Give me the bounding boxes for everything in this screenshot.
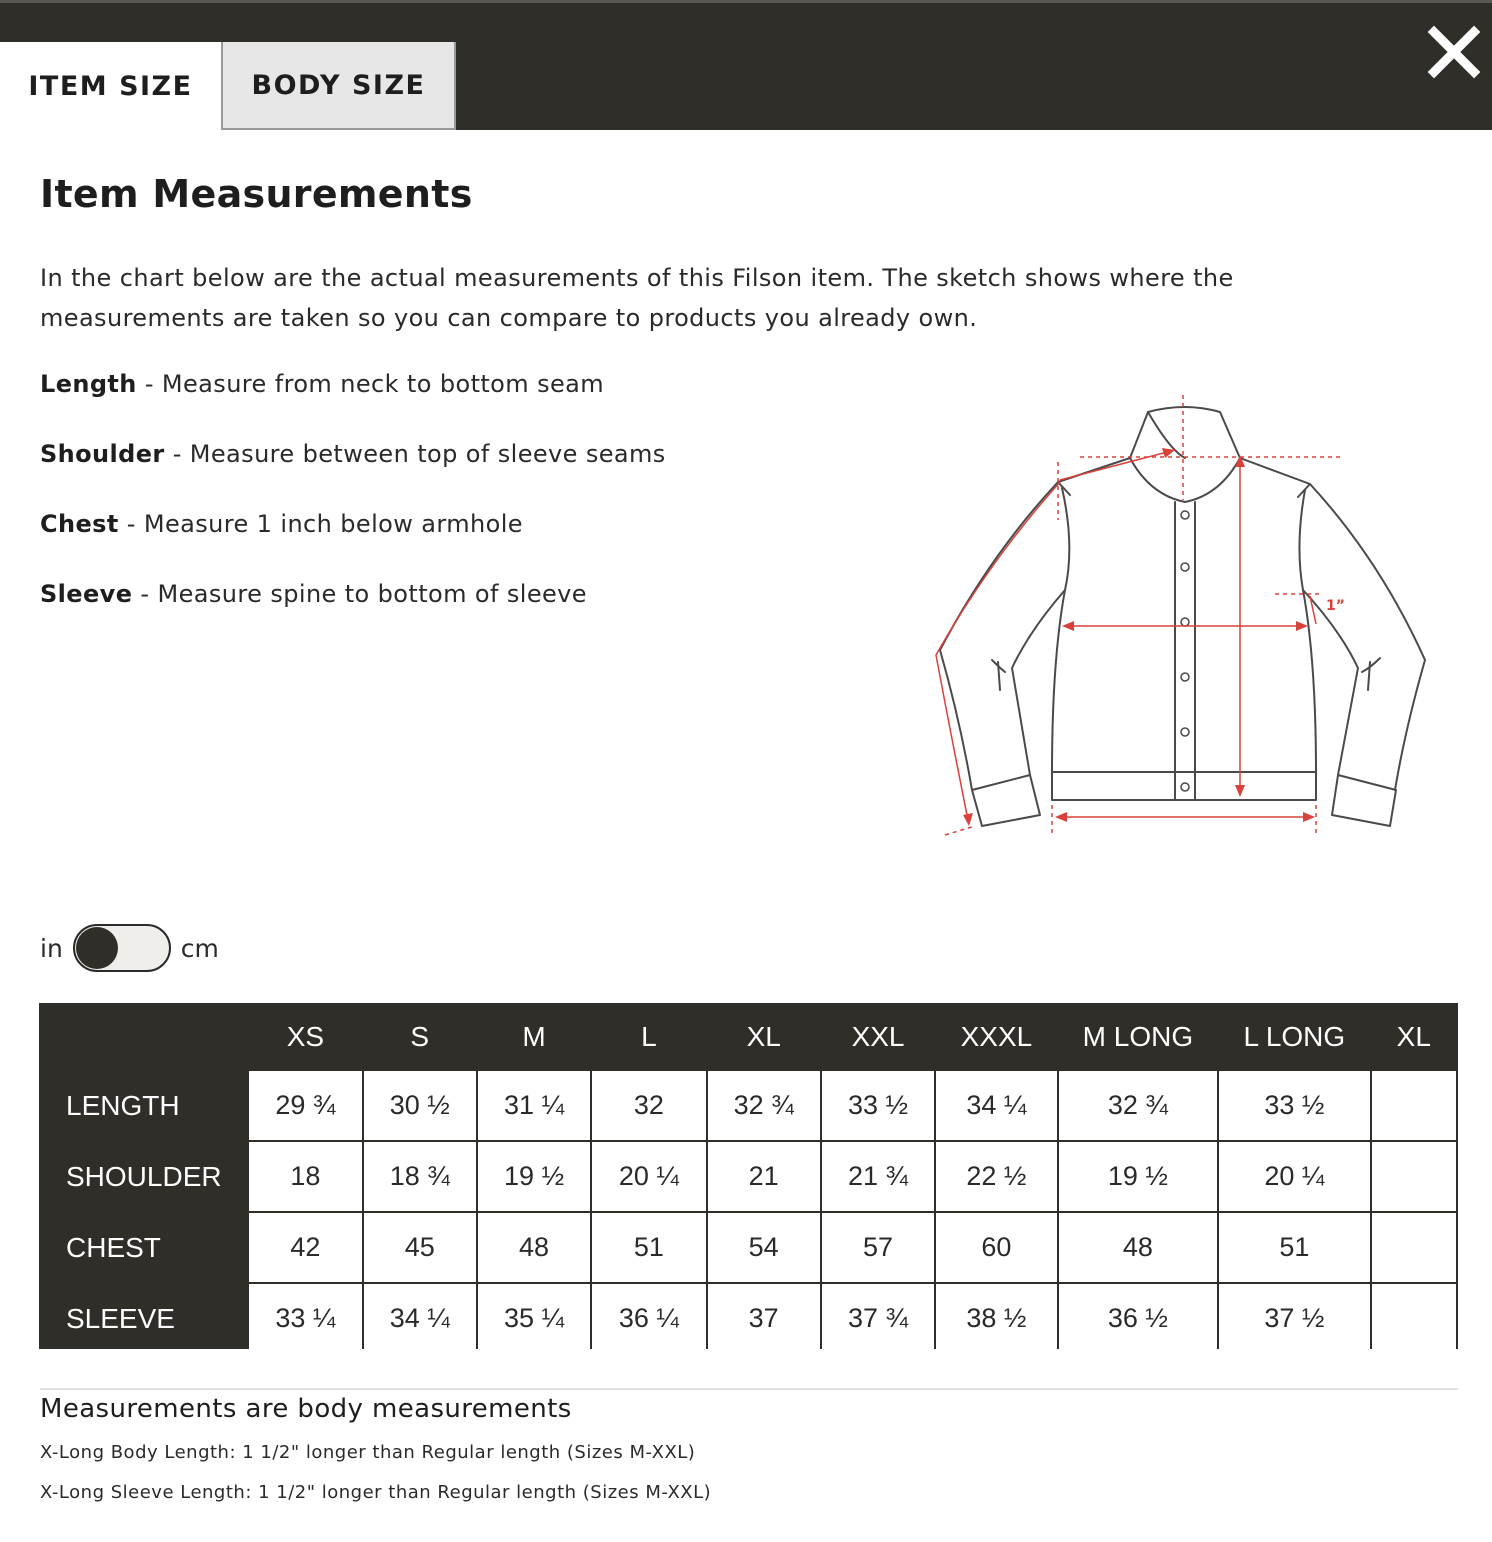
table-cell: 37 ¾: [821, 1283, 935, 1349]
table-cell: 48: [477, 1212, 591, 1283]
table-cell: [1371, 1071, 1457, 1141]
column-header: XL: [1396, 1021, 1431, 1052]
table-cell: 60: [935, 1212, 1057, 1283]
table-cell: 22 ½: [935, 1141, 1057, 1212]
divider: [40, 1388, 1458, 1390]
definition-desc: - Measure between top of sleeve seams: [164, 440, 666, 468]
definition-desc: - Measure spine to bottom of sleeve: [132, 580, 587, 608]
size-table: [39, 1003, 1458, 1349]
table-cell: 31 ¼: [477, 1071, 591, 1141]
definition-chest: [40, 510, 523, 538]
definition-length: [40, 370, 604, 398]
column-header: M: [522, 1021, 546, 1052]
table-row: [39, 1071, 1457, 1141]
definition-shoulder: [40, 440, 666, 468]
unit-toggle-group: [40, 922, 219, 974]
table-cell: 34 ¼: [935, 1071, 1057, 1141]
table-cell: [1371, 1283, 1457, 1349]
column-header: M LONG: [1082, 1021, 1194, 1052]
table-cell: 51: [591, 1212, 706, 1283]
unit-label-in[interactable]: in: [40, 933, 63, 963]
table-corner: [39, 1003, 248, 1071]
table-cell: 33 ½: [821, 1071, 935, 1141]
table-cell: 30 ½: [363, 1071, 477, 1141]
table-cell: 20 ¼: [1218, 1141, 1370, 1212]
column-header: XS: [286, 1021, 325, 1052]
row-header: LENGTH: [39, 1071, 248, 1141]
tab-item-size[interactable]: ITEM SIZE: [0, 42, 221, 130]
table-cell: 57: [821, 1212, 935, 1283]
table-cell: 21 ¾: [821, 1141, 935, 1212]
definition-term: Length: [40, 370, 137, 398]
definition-term: Sleeve: [40, 580, 133, 608]
table-row: [39, 1212, 1457, 1283]
unit-label-cm[interactable]: cm: [180, 933, 219, 963]
definition-desc: - Measure 1 inch below armhole: [118, 510, 523, 538]
column-header: XXL: [851, 1021, 905, 1052]
table-cell: 19 ½: [477, 1141, 591, 1212]
definition-desc: - Measure from neck to bottom seam: [136, 370, 605, 398]
table-cell: 48: [1058, 1212, 1219, 1283]
table-row: [39, 1283, 1457, 1349]
table-cell: 32: [591, 1071, 706, 1141]
page-title: Item Measurements: [40, 172, 473, 216]
tab-body-size[interactable]: BODY SIZE: [221, 42, 456, 130]
table-header-row: [39, 1003, 1457, 1071]
footer-note-sleeve-length: X-Long Sleeve Length: 1 1/2" longer than Regular length (Sizes M-XXL): [40, 1482, 712, 1503]
table-cell: 54: [707, 1212, 821, 1283]
column-header: L: [641, 1021, 657, 1052]
column-header: XL: [746, 1021, 781, 1052]
table-cell: 34 ¼: [363, 1283, 477, 1349]
table-row: [39, 1141, 1457, 1212]
table-cell: 29 ¾: [248, 1071, 362, 1141]
table-cell: 21: [707, 1141, 821, 1212]
table-cell: [1371, 1141, 1457, 1212]
row-header: SHOULDER: [39, 1141, 248, 1212]
footer-title: Measurements are body measurements: [40, 1394, 572, 1424]
table-cell: 38 ½: [935, 1283, 1057, 1349]
table-cell: 32 ¾: [707, 1071, 821, 1141]
table-cell: 45: [363, 1212, 477, 1283]
table-cell: [1371, 1212, 1457, 1283]
table-cell: 35 ¼: [477, 1283, 591, 1349]
table-cell: 42: [248, 1212, 362, 1283]
size-table-scroll[interactable]: [39, 1003, 1458, 1349]
definition-term: Shoulder: [40, 440, 165, 468]
footer-note-body-length: X-Long Body Length: 1 1/2" longer than Regular length (Sizes M-XXL): [40, 1442, 696, 1463]
one-inch-label: 1”: [1326, 598, 1345, 614]
table-cell: 36 ¼: [591, 1283, 706, 1349]
header-edge: [0, 0, 1492, 3]
unit-toggle[interactable]: [73, 924, 171, 972]
row-header: SLEEVE: [39, 1283, 248, 1349]
table-cell: 33 ½: [1218, 1071, 1370, 1141]
table-cell: 36 ½: [1058, 1283, 1219, 1349]
table-cell: 51: [1218, 1212, 1370, 1283]
table-cell: 32 ¾: [1058, 1071, 1219, 1141]
table-cell: 37 ½: [1218, 1283, 1370, 1349]
table-cell: 19 ½: [1058, 1141, 1219, 1212]
definition-term: Chest: [40, 510, 119, 538]
table-cell: 33 ¼: [248, 1283, 362, 1349]
modal-header: [0, 0, 1492, 130]
jacket-sketch-icon: [925, 385, 1445, 855]
table-cell: 18: [248, 1141, 362, 1212]
row-header: CHEST: [39, 1212, 248, 1283]
column-header: S: [410, 1021, 430, 1052]
table-cell: 37: [707, 1283, 821, 1349]
close-icon[interactable]: [1424, 22, 1484, 82]
column-header: XXXL: [960, 1021, 1033, 1052]
table-cell: 20 ¼: [591, 1141, 706, 1212]
table-cell: 18 ¾: [363, 1141, 477, 1212]
column-header: L LONG: [1243, 1021, 1346, 1052]
definition-sleeve: [40, 580, 587, 608]
intro-text: In the chart below are the actual measurements of this Filson item. The sketch shows where the measurements are taken so you can compare to products you already own.: [40, 264, 1234, 332]
toggle-knob: [76, 927, 118, 969]
